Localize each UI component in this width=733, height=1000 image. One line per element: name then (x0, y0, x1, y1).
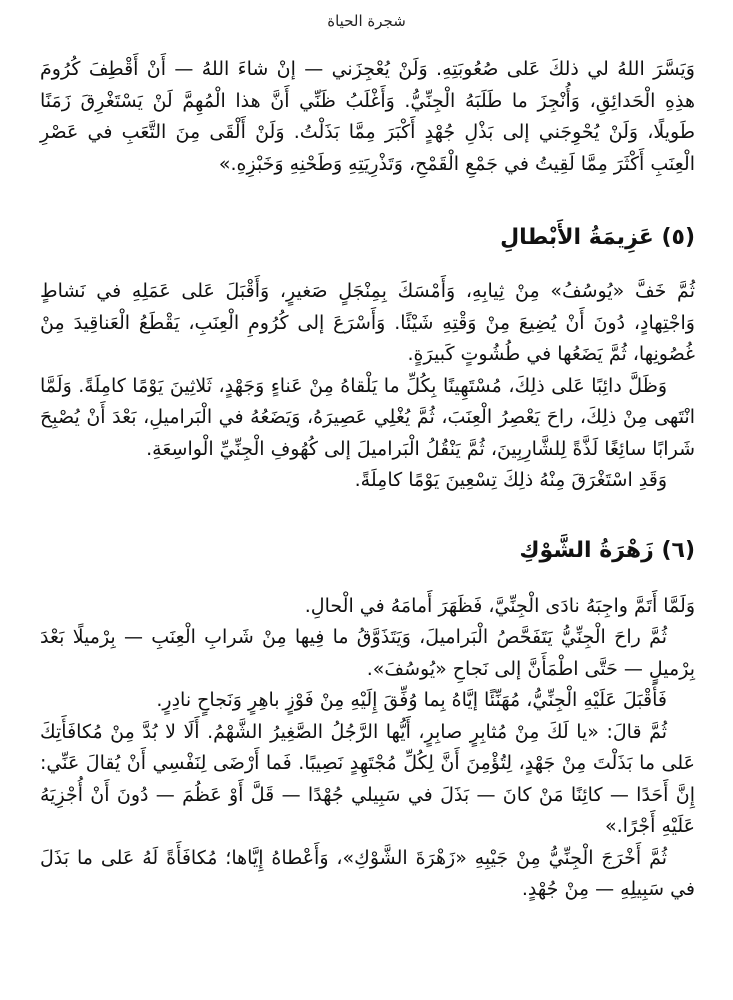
section-6-paragraph-4: ثُمَّ قالَ: «يا لَكَ مِنْ مُثابِرٍ صابِرٍ، أَيُّها الرَّجُلُ الصَّغِيرُ الشَّهْمُ. أَلَا لا بُدَّ مِنْ مُكافَأَتِكَ عَلى ما بَذَلْتَ مِنْ جَهْدٍ، لِتُؤْمِنَ أَنَّ لِكُلِّ مُجْتَهِدٍ نَصِيبًا. فَما أَرْضَى لِنَفْسِي أَنْ يُقالَ عَنِّي: إِنَّ أَحَدًا — كائِنًا مَنْ كانَ — بَذَلَ في سَبِيلي جُهْدًا — قَلَّ أَوْ عَظُمَ — دُونَ أَنْ أُجْزِيَهُ عَلَيْهِ أَجْرًا.» (40, 720, 695, 837)
section-6-heading: (٦) زَهْرَةُ الشَّوْكِ (519, 537, 695, 563)
section-6-paragraph-3: فَأَقْبَلَ عَلَيْهِ الْجِنِّيُّ، مُهَنِّئًا إيَّاهُ بِما وُفِّقَ إِلَيْهِ مِنْ فَوْزٍ باهِرٍ وَنَجاحٍ نادِرٍ. (156, 689, 667, 711)
running-head: شجرة الحياة (327, 12, 406, 30)
section-6-paragraph-5: ثُمَّ أَخْرَجَ الْجِنِّيُّ مِنْ جَيْبِهِ «زَهْرَةَ الشَّوْكِ»، وَأَعْطاهُ إِيَّاها؛ مُكافَأَةً لَهُ عَلى ما بَذَلَ في سَبِيلِهِ — مِنْ جُهْدٍ. (40, 846, 695, 900)
section-6-paragraph-1: وَلَمَّا أَتَمَّ واجِبَهُ نادَى الْجِنِّيَّ، فَظَهَرَ أَمامَهُ في الْحالِ. (304, 594, 695, 617)
section-5-paragraph-1: ثُمَّ خَفَّ «يُوسُفُ» مِنْ ثِيابِهِ، وَأَمْسَكَ بِمِنْجَلٍ صَغيرٍ، وَأَقْبَلَ عَلى عَمَلِهِ في نَشاطٍ وَاجْتِهادٍ، دُونَ أَنْ يُضِيعَ مِنْ وَقْتِهِ شَيْئًا. وَأَسْرَعَ إلى كُرُومِ الْعِنَبِ، يَقْطَعُ الْعَناقِيدَ مِنْ غُصُونِها، ثُمَّ يَضَعُها في طُشُوتٍ كَبيرَةٍ. (40, 280, 695, 365)
section-5-paragraph-2: وَظَلَّ دائِبًا عَلى ذلِكَ، مُسْتَهِينًا بِكُلِّ ما يَلْقاهُ مِنْ عَناءٍ وَجَهْدٍ، ثَلاثِينَ يَوْمًا كامِلَةً. وَلَمَّا انْتَهى مِنْ ذلِكَ، راحَ يَعْصِرُ الْعِنَبَ، ثُمَّ يُغْلِي عَصِيرَهُ، وَيَضَعُهُ في الْبَراميلِ، بَعْدَ أَنْ يُصْبِحَ شَرابًا سائِغًا لَذَّةً لِلشَّارِبِينَ، ثُمَّ يَنْقُلُ الْبَراميلَ إلى كُهُوفِ الْجِنِّيِّ الْواسِعَةِ. (40, 374, 695, 460)
body-text (40, 54, 695, 906)
section-5-heading: (٥) عَزِيمَةُ الأَبْطالِ (500, 225, 695, 250)
section-5-paragraph-3: وَقَدِ اسْتَغْرَقَ مِنْهُ ذلِكَ تِسْعِينَ يَوْمًا كامِلَةً. (354, 469, 667, 491)
intro-paragraph: وَيَسَّرَ اللهُ لي ذلكَ عَلى صُعُوبَتِهِ. وَلَنْ يُعْجِزَني — إنْ شاءَ اللهُ — أَنْ أَقْطِفَ كُرُومَ هذِهِ الْحَدائِقِ، وَأُنْجِزَ ما طَلَبَهُ الْجِنِّيُّ. وَأَغْلَبُ ظَنِّي أَنَّ هذا الْمُهِمَّ لَنْ يَسْتَغْرِقَ زَمَنًا طَويلًا، وَلَنْ يُحْوِجَني إلى بَذْلِ جُهْدٍ أَكْبَرَ مِمَّا بَذَلْتُ. وَلَنْ أَلْقَى مِنَ التَّعَبِ في عَصْرِ الْعِنَبِ أَكْثَرَ مِمَّا لَقِيتُ في جَمْعِ الْقَمْحِ، وَتَذْرِيَتِهِ وَطَحْنِهِ وَخَبْزِهِ.» (40, 58, 695, 175)
section-6-paragraph-2: ثُمَّ راحَ الْجِنِّيُّ يَتَفَحَّصُ الْبَراميلَ، وَيَتَذَوَّقُ ما فِيها مِنْ شَرابِ الْعِنَبِ — بِرْميلًا بَعْدَ بِرْميلٍ — حَتَّى اطْمَأَنَّ إلى نَجاحِ «يُوسُفَ». (40, 626, 695, 680)
